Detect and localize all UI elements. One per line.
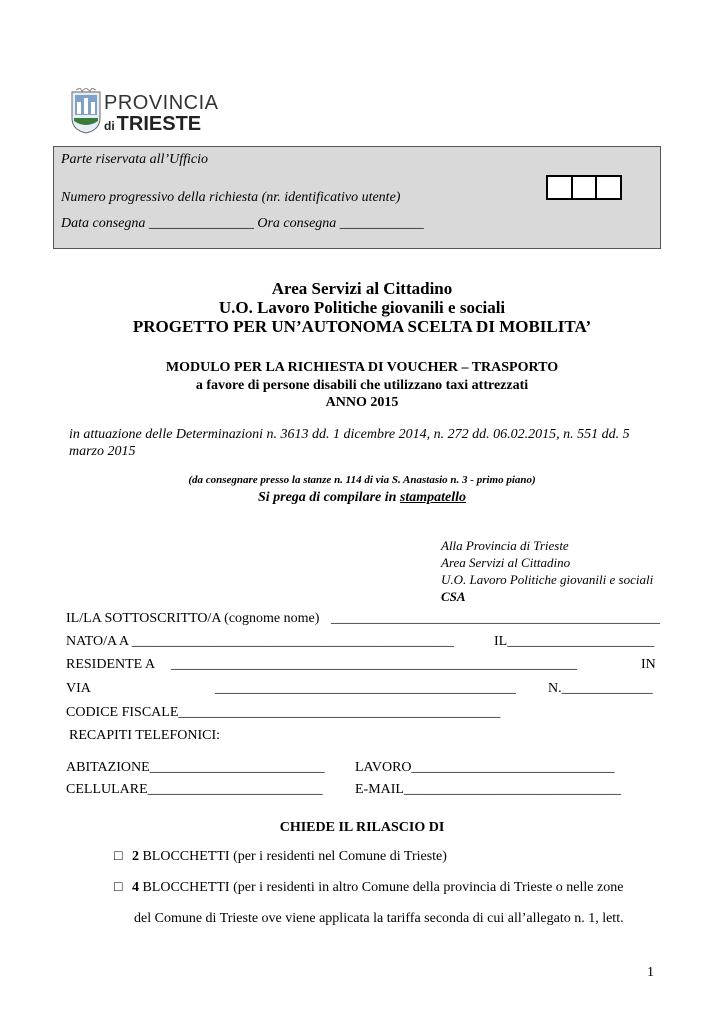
mobile-phone-field[interactable]: CELLULARE_________________________ (66, 782, 323, 797)
header-line3: PROGETTO PER UN’AUTONOMA SCELTA DI MOBILITA’ (132, 317, 592, 336)
street-label: VIA (66, 681, 91, 696)
user-id-boxes[interactable] (546, 175, 622, 200)
module-line1: MODULO PER LA RICHIESTA DI VOUCHER – TRASPORTO (165, 360, 559, 375)
determinations-line1: in attuazione delle Determinazioni n. 3613 dd. 1 dicembre 2014, n. 272 dd. 06.02.2015, n. 551 dd. 5 (69, 427, 630, 442)
coat-of-arms-icon (70, 88, 102, 134)
option-2-count: 2 (131, 849, 139, 864)
fill-note: Si prega di compilare in stampatello (257, 490, 467, 505)
house-number-field[interactable]: N._____________ (548, 681, 653, 696)
id-box[interactable] (597, 177, 620, 198)
logo-text-provincia: PROVINCIA (104, 92, 219, 114)
header-line2: U.O. Lavoro Politiche giovanili e sociali (218, 298, 506, 317)
work-phone-field[interactable]: LAVORO_____________________________ (355, 760, 615, 775)
option-4-blocks (114, 880, 623, 896)
fiscal-code-field[interactable]: CODICE FISCALE______________________________________________ (66, 705, 501, 720)
option-4-text: BLOCCHETTI (per i residenti in altro Comune della provincia di Trieste o nelle zone (138, 880, 624, 895)
checkbox-option-4[interactable]: □ (114, 880, 123, 895)
id-box[interactable] (573, 177, 598, 198)
option-4-count: 4 (131, 880, 139, 895)
birthplace-field[interactable]: NATO/A A ______________________________________________ (66, 634, 454, 649)
request-title: CHIEDE IL RILASCIO DI (279, 820, 445, 835)
recipient-line1: Alla Provincia di Trieste (441, 538, 569, 553)
option-2-blocks (114, 849, 447, 865)
birthdate-field[interactable]: IL_____________________ (494, 634, 655, 649)
delivery-note: (da consegnare presso la stanze n. 114 di via S. Anastasio n. 3 - primo piano) (188, 474, 536, 486)
progressive-number-label: Numero progressivo della richiesta (nr. identificativo utente) (61, 190, 401, 205)
recipient-line2: Area Servizi al Cittadino (441, 555, 571, 570)
residence-field[interactable]: __________________________________________________________ (171, 657, 577, 672)
determinations-line2: marzo 2015 (69, 444, 136, 459)
residence-in-label: IN (641, 657, 656, 672)
street-field[interactable]: ___________________________________________ (215, 681, 516, 696)
residence-label: RESIDENTE A (66, 657, 156, 672)
module-line3: ANNO 2015 (325, 395, 399, 410)
delivery-fields: Data consegna _______________ Ora consegna ____________ (61, 216, 424, 231)
id-box[interactable] (548, 177, 573, 198)
recipient-line4: CSA (441, 589, 466, 604)
header-line1: Area Servizi al Cittadino (271, 279, 453, 298)
logo-text-trieste: di TRIESTE (104, 113, 202, 135)
option-4-text-line2: del Comune di Trieste ove viene applicata la tariffa seconda di cui all’allegato n. 1, lett. (134, 911, 624, 926)
module-line2: a favore di persone disabili che utilizzano taxi attrezzati (195, 378, 529, 393)
province-logo (70, 86, 219, 138)
home-phone-field[interactable]: ABITAZIONE_________________________ (66, 760, 325, 775)
office-title: Parte riservata all’Ufficio (61, 152, 208, 167)
page-number: 1 (647, 965, 654, 980)
signer-label: IL/LA SOTTOSCRITTO/A (cognome nome) (66, 611, 320, 626)
office-reserved-box (53, 146, 661, 249)
email-field[interactable]: E-MAIL_______________________________ (355, 782, 621, 797)
phones-label: RECAPITI TELEFONICI: (69, 728, 221, 743)
recipient-line3: U.O. Lavoro Politiche giovanili e sociali (441, 572, 654, 587)
checkbox-option-2[interactable]: □ (114, 849, 123, 864)
signer-field[interactable]: _______________________________________________ (331, 611, 660, 626)
option-2-text: BLOCCHETTI (per i residenti nel Comune di Trieste) (138, 849, 447, 864)
recipient-block (441, 537, 653, 605)
